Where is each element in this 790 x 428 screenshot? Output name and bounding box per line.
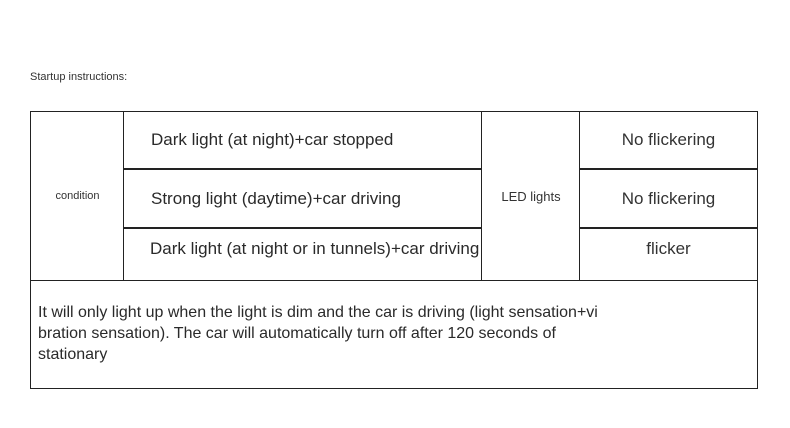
condition-row-2: Strong light (daytime)+car driving: [151, 188, 401, 208]
condition-row-1: Dark light (at night)+car stopped: [151, 130, 394, 149]
condition-row-3: Dark light (at night or in tunnels)+car driving: [150, 239, 480, 258]
result-row-3: flicker: [646, 239, 691, 258]
usage-note: It will only light up when the light is dim and the car is driving (light sensation+vi bration sensation). The car will automatically turn off after 120 seconds of stationary: [38, 304, 598, 363]
result-row-2: No flickering: [621, 188, 716, 208]
device-label: LED lights: [501, 188, 561, 204]
divider: [31, 280, 757, 281]
instructions-table: [30, 111, 758, 389]
condition-label: condition: [55, 190, 100, 202]
startup-instructions-heading: Startup instructions:: [30, 71, 128, 83]
result-row-1: No flickering: [621, 130, 716, 149]
